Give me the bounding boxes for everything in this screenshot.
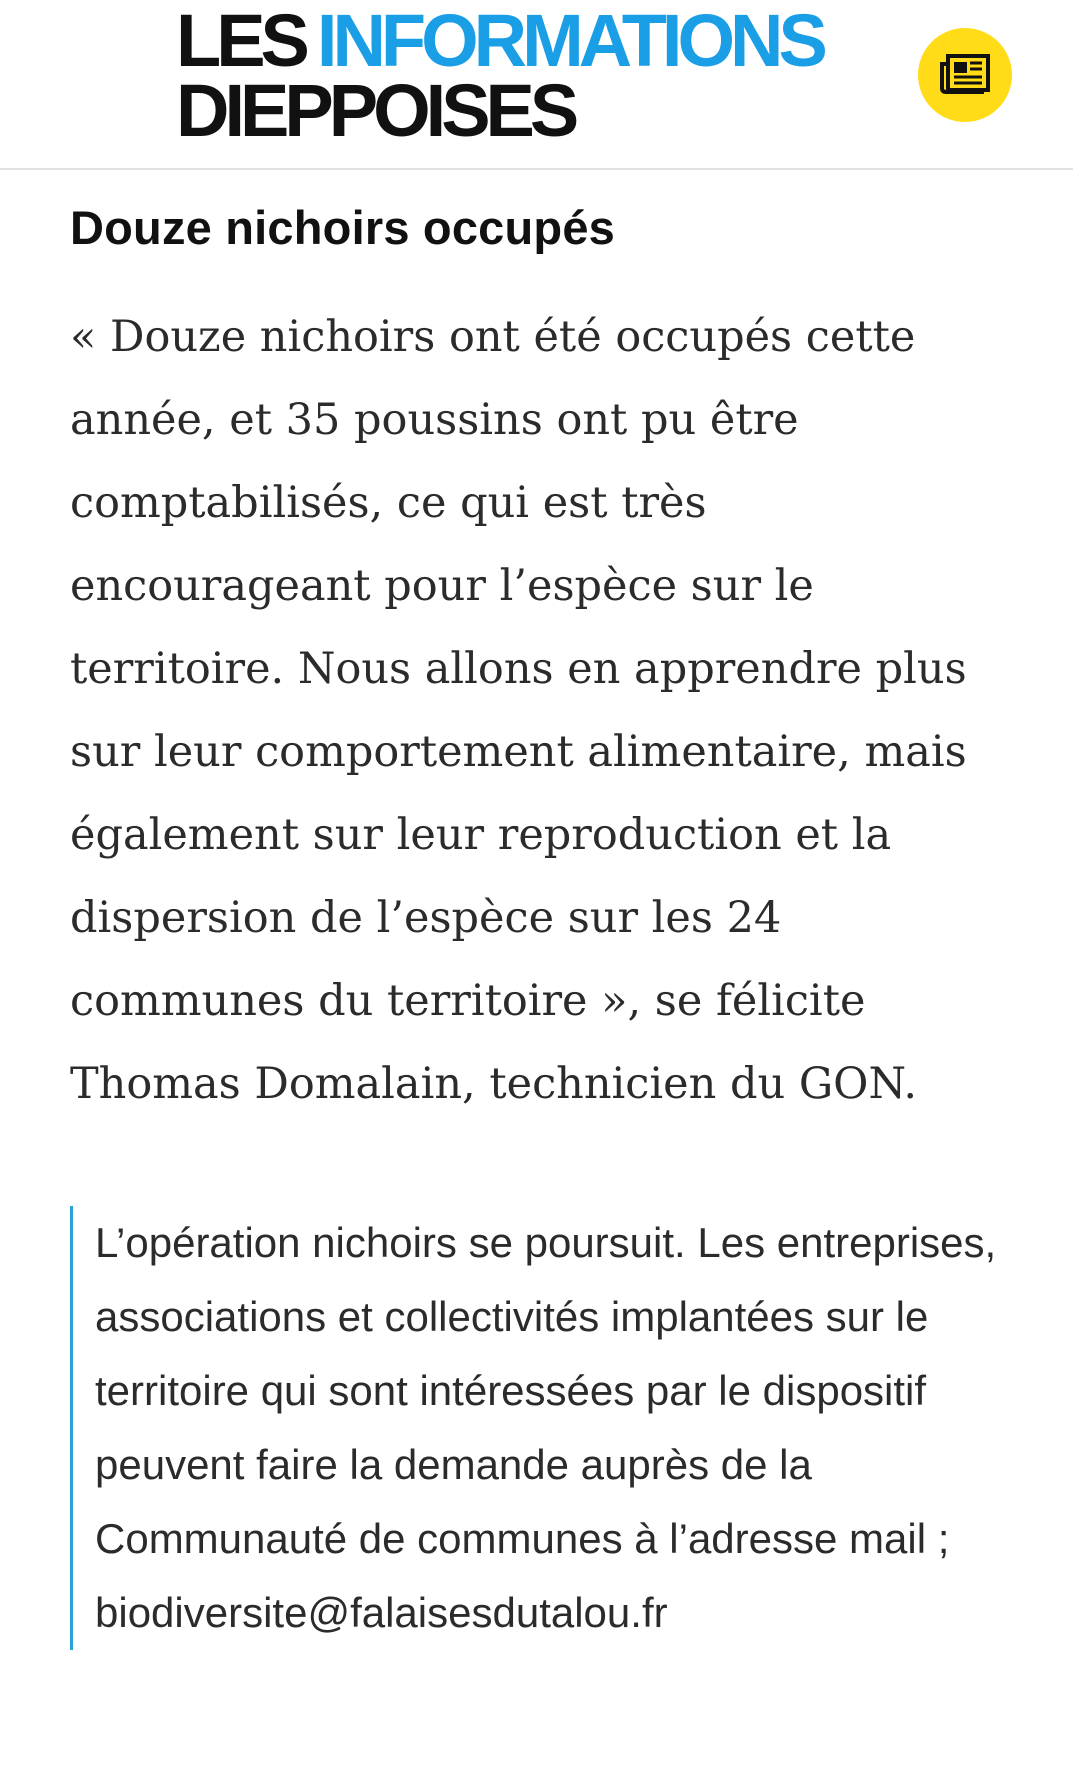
logo-line-1 bbox=[176, 0, 823, 82]
site-header bbox=[0, 0, 1073, 170]
info-blockquote bbox=[70, 1206, 1010, 1650]
blockquote-text: L’opération nichoirs se poursuit. Les entreprises, associations et collectivités implantées sur le territoire qui sont intéressées par le dispositif peuvent faire la demande auprès de la Communauté de communes à l’adresse mail ; biodiversite@falaisesdutalou.fr bbox=[95, 1219, 997, 1636]
newspaper-button[interactable] bbox=[918, 28, 1012, 122]
site-logo[interactable] bbox=[176, 0, 823, 152]
article-paragraph: « Douze nichoirs ont été occupés cette année, et 35 poussins ont pu être comptabilisés, ce qui est très encourageant pour l’espèce sur le territoire. Nous allons en apprendre plus sur leur comportement alimentaire, mais également sur leur reproduction et la dispersion de l’espèce sur les 24 communes du territoire », se félicite Thomas Domalain, technicien du GON. bbox=[70, 312, 967, 1109]
logo-word-informations: INFORMATIONS bbox=[316, 0, 823, 82]
newspaper-icon bbox=[940, 54, 990, 96]
logo-word-les: LES bbox=[176, 0, 305, 82]
logo-word-dieppoises: DIEPPOISES bbox=[176, 69, 575, 152]
article-content bbox=[70, 200, 1020, 1126]
section-heading: Douze nichoirs occupés bbox=[70, 201, 616, 254]
